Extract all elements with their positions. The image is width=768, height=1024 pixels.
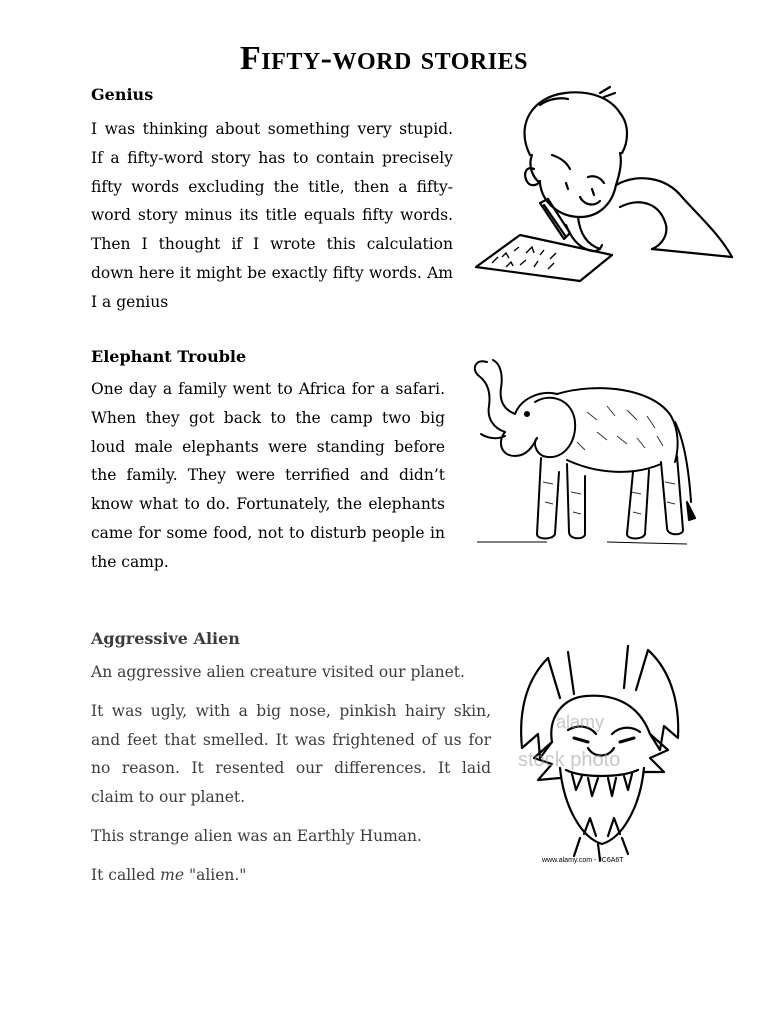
story-body: One day a family went to Africa for a safari. When they got back to the camp two big loud male elephants were standing before the family. They were terrified and didn’t know what to do. Fortunately, the elephants came for some food, not to disturb people in the camp. bbox=[91, 380, 445, 571]
story-paragraph: An aggressive alien creature visited our planet. bbox=[91, 663, 465, 681]
story-heading: Aggressive Alien bbox=[91, 629, 240, 648]
story-paragraph bbox=[91, 861, 491, 890]
watermark-text: alamy bbox=[556, 712, 605, 732]
story-paragraph: This strange alien was an Earthly Human. bbox=[91, 826, 422, 845]
image-credit: www.alamy.com - JC6A6T bbox=[542, 857, 624, 864]
story-genius bbox=[91, 85, 453, 317]
text-run: It called bbox=[91, 865, 161, 884]
story-paragraph: It was ugly, with a big nose, pinkish hairy skin, and feet that smelled. It was frightened of us for no reason. It resented our differences. It laid claim to our planet. bbox=[91, 701, 491, 807]
story-heading: Elephant Trouble bbox=[91, 347, 247, 366]
story-elephant-trouble bbox=[91, 347, 445, 577]
boy-writing-illustration bbox=[470, 85, 740, 285]
story-body: I was thinking about something very stupid. If a fifty-word story has to contain precisely fifty words excluding the title, then a fifty-word story minus its title equals fifty words. Then I thought if I wrote this calculation down here it might be exactly fifty words. Am I a genius bbox=[91, 120, 453, 311]
story-heading: Genius bbox=[91, 85, 154, 104]
story-aggressive-alien bbox=[91, 629, 491, 890]
watermark-text: stock photo bbox=[518, 749, 621, 771]
text-run: "alien." bbox=[184, 865, 247, 884]
dragon-head-illustration bbox=[508, 638, 688, 868]
page-title: Fifty-word stories bbox=[240, 40, 528, 77]
elephant-illustration bbox=[457, 352, 705, 552]
emphasis-text: me bbox=[160, 865, 185, 884]
